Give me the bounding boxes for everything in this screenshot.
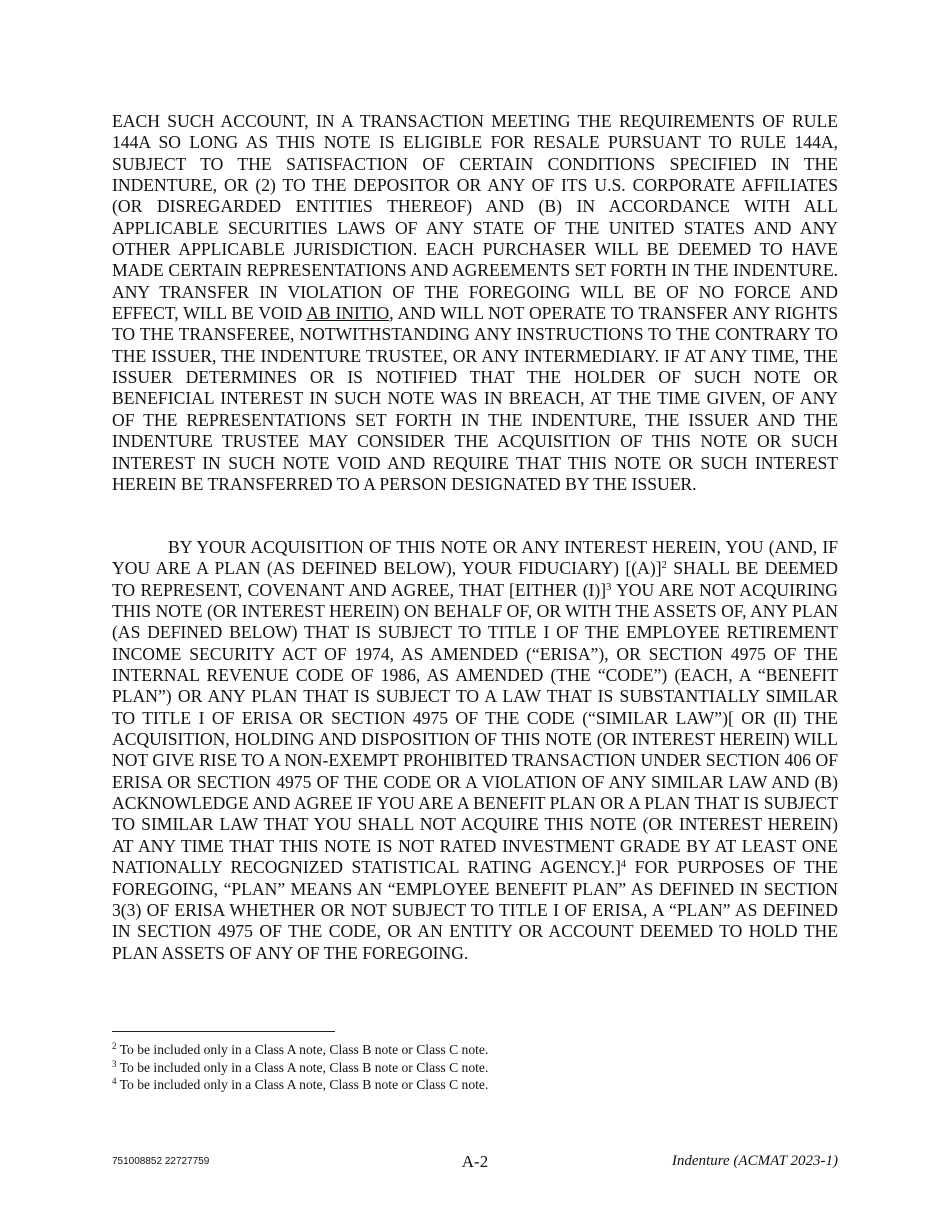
footnote-ref-2: 2: [661, 560, 667, 572]
ab-initio-underlined-text: AB INITIO: [306, 303, 390, 324]
document-title: Indenture (ACMAT 2023-1): [671, 1153, 838, 1169]
footnote-ref-4: 4: [620, 859, 627, 871]
footnote-separator: [112, 1031, 335, 1032]
paragraph-2-text-c: YOU ARE NOT ACQUIRING THIS NOTE (OR INTEREST HEREIN) ON BEHALF OF, OR WITH THE ASSETS OF, ANY PLAN (AS DEFINED BELOW) THAT IS SUBJECT TO TITLE I OF THE EMPLOYEE RETIREMENT INCOME SECURITY ACT OF 1974, AS AMENDED (“ERISA”), OR SECTION 4975 OF THE INTERNAL REVENUE CODE OF 1986, AS AMENDED (THE “CODE”) (EACH, A “BENEFIT PLAN”) OR ANY PLAN THAT IS SUBJECT TO A LAW THAT IS SUBSTANTIALLY SIMILAR TO TITLE I OF ERISA OR SECTION 4975 OF THE CODE (“SIMILAR LAW”)[ OR (II) THE ACQUISITION, HOLDING AND DISPOSITION OF THIS NOTE (OR INTEREST HEREIN) WILL NOT GIVE RISE TO A NON-EXEMPT PROHIBITED TRANSACTION UNDER SECTION 406 OF ERISA OR SECTION 4975 OF THE CODE OR A VIOLATION OF ANY SIMILAR LAW AND (B) ACKNOWLEDGE AND AGREE IF YOU ARE A BENEFIT PLAN OR A PLAN THAT IS SUBJECT TO SIMILAR LAW THAT YOU SHALL NOT ACQUIRE THIS NOTE (OR INTEREST HEREIN) AT ANY TIME THAT THIS NOTE IS NOT RATED INVESTMENT GRADE BY AT LEAST ONE NATIONALLY RECOGNIZED STATISTICAL RATING AGENCY.]: [112, 579, 839, 878]
footnote-number: 4: [112, 1076, 117, 1086]
footnote-number: 2: [112, 1041, 117, 1051]
footnotes: [112, 1041, 838, 1094]
body-paragraph-2: [112, 537, 838, 964]
paragraph-1-text-a: EACH SUCH ACCOUNT, IN A TRANSACTION MEETING THE REQUIREMENTS OF RULE 144A SO LONG AS THIS NOTE IS ELIGIBLE FOR RESALE PURSUANT TO RULE 144A, SUBJECT TO THE SATISFACTION OF CERTAIN CONDITIONS SPECIFIED IN THE INDENTURE, OR (2) TO THE DEPOSITOR OR ANY OF ITS U.S. CORPORATE AFFILIATES (OR DISREGARDED ENTITIES THEREOF) AND (B) IN ACCORDANCE WITH ALL APPLICABLE SECURITIES LAWS OF ANY STATE OF THE UNITED STATES AND ANY OTHER APPLICABLE JURISDICTION. EACH PURCHASER WILL BE DEEMED TO HAVE MADE CERTAIN REPRESENTATIONS AND AGREEMENTS SET FORTH IN THE INDENTURE. ANY TRANSFER IN VIOLATION OF THE FOREGOING WILL BE OF NO FORCE AND EFFECT, WILL BE VOID: [112, 111, 838, 324]
footnote-2: [112, 1041, 838, 1059]
footnote-4: [112, 1076, 838, 1094]
paragraph-2-text-b: SHALL BE DEEMED TO REPRESENT, COVENANT AND AGREE, THAT [EITHER (I)]: [112, 558, 838, 600]
footnote-text: To be included only in a Class A note, Class B note or Class C note.: [116, 1077, 489, 1092]
document-id: 751008852 22727759: [112, 1156, 210, 1167]
footnote-number: 3: [112, 1058, 117, 1069]
body-paragraph-1: [112, 111, 838, 495]
footnote-text: To be included only in a Class A note, Class B note or Class C note.: [116, 1042, 489, 1057]
paragraph-2-text-d: FOR PURPOSES OF THE FOREGOING, “PLAN” MEANS AN “EMPLOYEE BENEFIT PLAN” AS DEFINED IN SECTION 3(3) OF ERISA WHETHER OR NOT SUBJECT TO TITLE I OF ERISA, A “PLAN” AS DEFINED IN SECTION 4975 OF THE CODE, OR AN ENTITY OR ACCOUNT DEEMED TO HOLD THE PLAN ASSETS OF ANY OF THE FOREGOING.: [112, 857, 838, 963]
paragraph-1-text-b: , AND WILL NOT OPERATE TO TRANSFER ANY RIGHTS TO THE TRANSFEREE, NOTWITHSTANDING ANY INSTRUCTIONS TO THE CONTRARY TO THE ISSUER, THE INDENTURE TRUSTEE, OR ANY INTERMEDIARY. IF AT ANY TIME, THE ISSUER DETERMINES OR IS NOTIFIED THAT THE HOLDER OF SUCH NOTE OR BENEFICIAL INTEREST IN SUCH NOTE WAS IN BREACH, AT THE TIME GIVEN, OF ANY OF THE REPRESENTATIONS SET FORTH IN THE INDENTURE, THE ISSUER AND THE INDENTURE TRUSTEE MAY CONSIDER THE ACQUISITION OF THIS NOTE OR SUCH INTEREST IN SUCH NOTE VOID AND REQUIRE THAT THIS NOTE OR SUCH INTEREST HEREIN BE TRANSFERRED TO A PERSON DESIGNATED BY THE ISSUER.: [112, 303, 839, 494]
footnote-3: [112, 1059, 838, 1077]
page-number: A-2: [461, 1152, 489, 1171]
footnote-ref-3: 3: [606, 581, 612, 593]
paragraph-2-text-a: BY YOUR ACQUISITION OF THIS NOTE OR ANY INTEREST HEREIN, YOU (AND, IF YOU ARE A PLAN (AS DEFINED BELOW), YOUR FIDUCIARY) [(A)]: [112, 537, 838, 579]
footnote-text: To be included only in a Class A note, Class B note or Class C note.: [116, 1059, 489, 1075]
